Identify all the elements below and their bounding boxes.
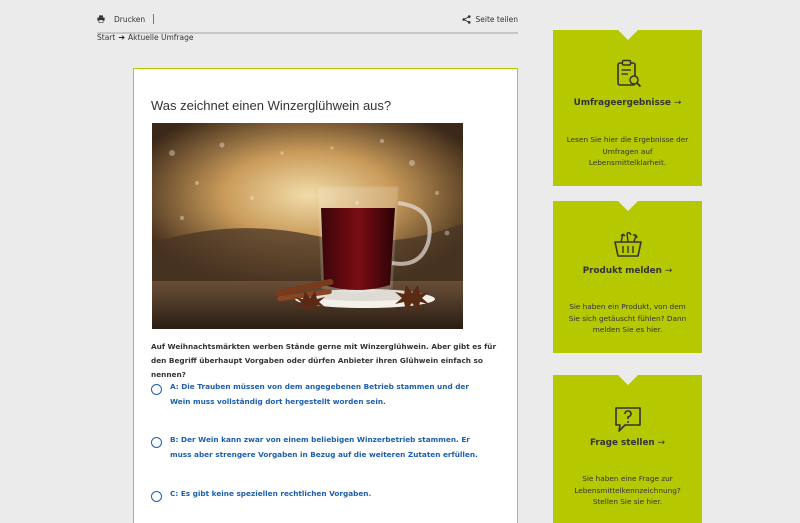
arrow-right-icon: → (657, 438, 666, 448)
option-b-radio[interactable] (151, 437, 162, 448)
print-link[interactable] (97, 14, 154, 24)
survey-question: Auf Weihnachtsmärkten werben Stände gerne mit Winzerglühwein. Aber gibt es für den Begriff überhaupt Vorgaben oder dürfen Anbieter ihren Glühwein einfach so nennen? (151, 342, 497, 379)
printer-icon (97, 15, 105, 23)
tile-report-product[interactable] (553, 201, 702, 353)
tile-notch (618, 30, 638, 40)
share-label: Seite teilen (475, 14, 518, 24)
tile-ask-question-title[interactable] (553, 438, 702, 448)
option-b-label[interactable]: B: Der Wein kann zwar von einem beliebigen Winzerbetrieb stammen. Er muss aber strengere Vorgaben in Bezug auf die weiteren Zutaten erfüllen. (170, 435, 478, 459)
option-b[interactable] (151, 432, 490, 462)
option-a[interactable] (151, 379, 490, 409)
mulled-wine-photo (152, 123, 463, 329)
toolbar-divider (153, 14, 154, 24)
option-c-radio[interactable] (151, 491, 162, 502)
tile-report-product-title-text: Produkt melden (582, 266, 662, 276)
tile-survey-results-title[interactable] (553, 98, 702, 108)
breadcrumb (97, 33, 193, 42)
option-c[interactable] (151, 486, 490, 502)
share-link[interactable] (462, 15, 519, 24)
arrow-right-icon: → (664, 266, 673, 276)
question-bubble-icon (612, 403, 644, 435)
breadcrumb-home[interactable]: Start (97, 33, 116, 42)
option-a-radio[interactable] (151, 384, 162, 395)
survey-title: Was zeichnet einen Winzerglühwein aus? (151, 98, 392, 113)
survey-card (133, 68, 518, 523)
tile-survey-results-desc: Lesen Sie hier die Ergebnisse der Umfragen auf Lebensmittelklarheit. (566, 135, 689, 167)
tile-report-product-title[interactable] (553, 266, 702, 276)
tile-ask-question[interactable] (553, 375, 702, 523)
share-icon (462, 15, 471, 24)
toolbar (97, 12, 518, 34)
tile-survey-results-title-text: Umfrageergebnisse (573, 98, 671, 108)
option-c-label[interactable]: C: Es gibt keine speziellen rechtlichen Vorgaben. (170, 489, 372, 498)
basket-icon (612, 229, 644, 261)
breadcrumb-arrow-icon: ➔ (118, 33, 126, 42)
tile-report-product-desc: Sie haben ein Produkt, von dem Sie sich getäuscht fühlen? Dann melden Sie es hier. (568, 302, 687, 334)
option-a-label[interactable]: A: Die Trauben müssen von dem angegebenen Betrieb stammen und der Wein muss vollständig dort hergestellt worden sein. (170, 382, 469, 406)
tile-survey-results[interactable] (553, 30, 702, 186)
tile-ask-question-desc: Sie haben eine Frage zur Lebensmittelkennzeichnung? Stellen Sie sie hier. (574, 474, 681, 506)
breadcrumb-current: Aktuelle Umfrage (128, 33, 194, 42)
tile-ask-question-title-text: Frage stellen (589, 438, 655, 448)
print-label: Drucken (114, 14, 146, 24)
tile-notch (618, 375, 638, 385)
mulled-wine-illustration (152, 123, 463, 329)
clipboard-search-icon (612, 58, 644, 90)
arrow-right-icon: → (673, 98, 682, 108)
tile-notch (618, 201, 638, 211)
